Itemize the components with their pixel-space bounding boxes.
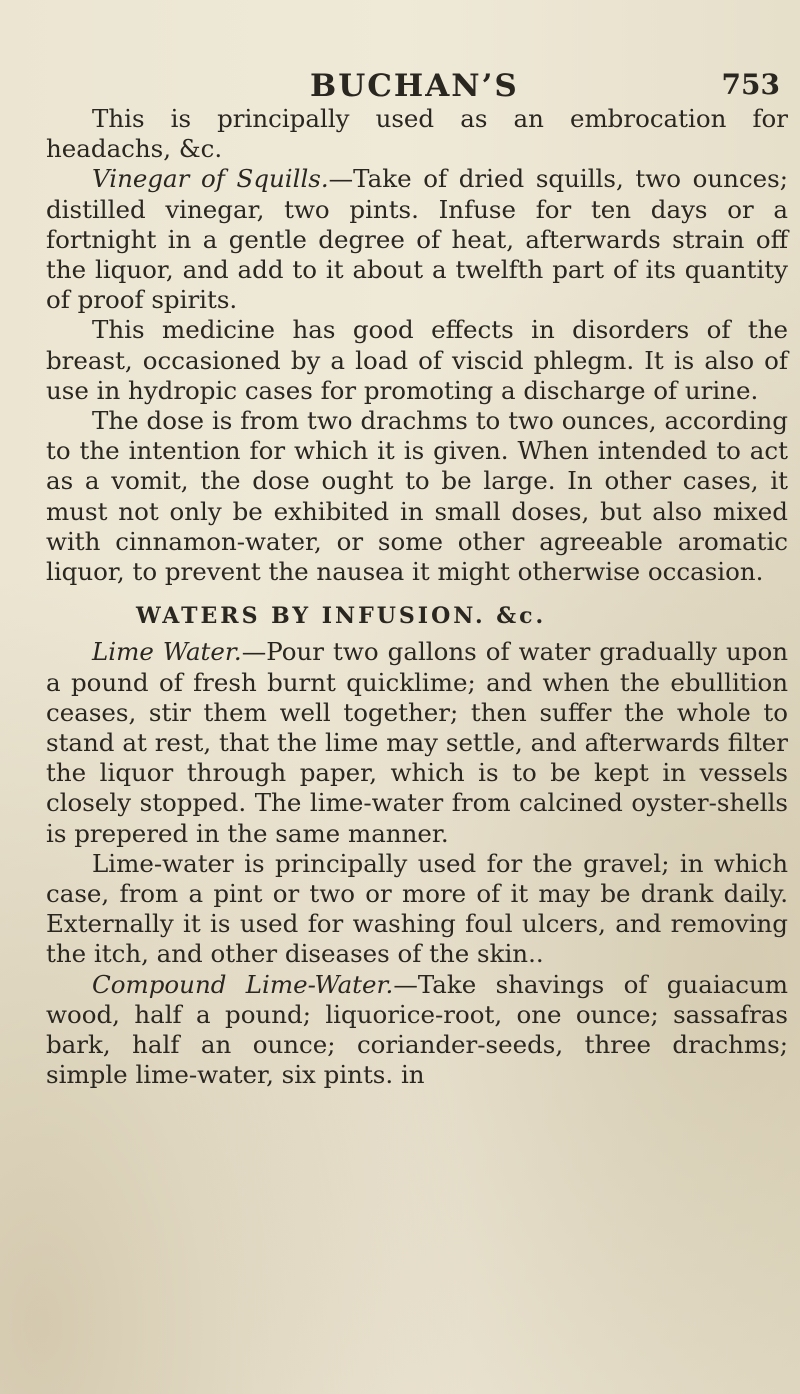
paragraph [46,104,788,164]
paragraph-body: This medicine has good effects in disorders of the breast, occasioned by a load of viscid phlegm. It is also of use in hydropic cases for promoting a discharge of urine. [46,315,788,405]
body-text [46,104,788,1091]
paragraph [46,164,788,315]
paragraph [46,406,788,587]
page-number: 753 [721,68,780,101]
paragraph-body: —Pour two gallons of water gradually upon a pound of fresh burnt quicklime; and when the ebullition ceases, stir them well together; then suffer the whole to stand at rest, that the lime may settle, and afterwards filter the liquor through paper, which is to be kept in vessels closely stopped. The lime-water from calcined oyster-shells is prepered in the same manner. [46,637,788,848]
paragraph-body: —Take shavings of guaiacum wood, half a pound; liquorice-root, one ounce; sassafras bark, half an ounce; coriander-seeds, three drachms; simple lime-water, six pints. in [46,969,788,1090]
recipe-title: Vinegar of Squills. [92,164,329,194]
paragraph-body: Lime-water is principally used for the gravel; in which case, from a pint or two or more of it may be drank daily. Externally it is used for washing foul ulcers, and removing the itch, and other diseases of the skin.. [46,848,788,969]
paragraph [46,315,788,406]
paragraph [46,637,788,848]
recipe-title: Compound Lime-Water. [92,969,394,999]
running-title: BUCHAN’S [310,68,519,104]
section-heading: WATERS BY INFUSION. &c. [136,603,547,630]
paragraph [46,849,788,970]
paragraph-body: This is principally used as an embrocation for headachs, &c. [46,104,788,164]
recipe-title: Lime Water. [92,637,242,667]
paragraph [46,970,788,1091]
paragraph-body: —Take of dried squills, two ounces; distilled vinegar, two pints. Infuse for ten days or a fortnight in a gentle degree of heat, afterwards strain off the liquor, and add to it about a twelfth part of its quantity of proof spirits. [46,164,789,315]
running-head [310,68,780,108]
paragraph-body: The dose is from two drachms to two ounces, according to the intention for which it is given. When intended to act as a vomit, the dose ought to be large. In other cases, it must not only be exhibited in small doses, but also mixed with cinnamon-water, or some other agreeable aromatic liquor, to prevent the nausea it might otherwise occasion. [46,406,788,587]
